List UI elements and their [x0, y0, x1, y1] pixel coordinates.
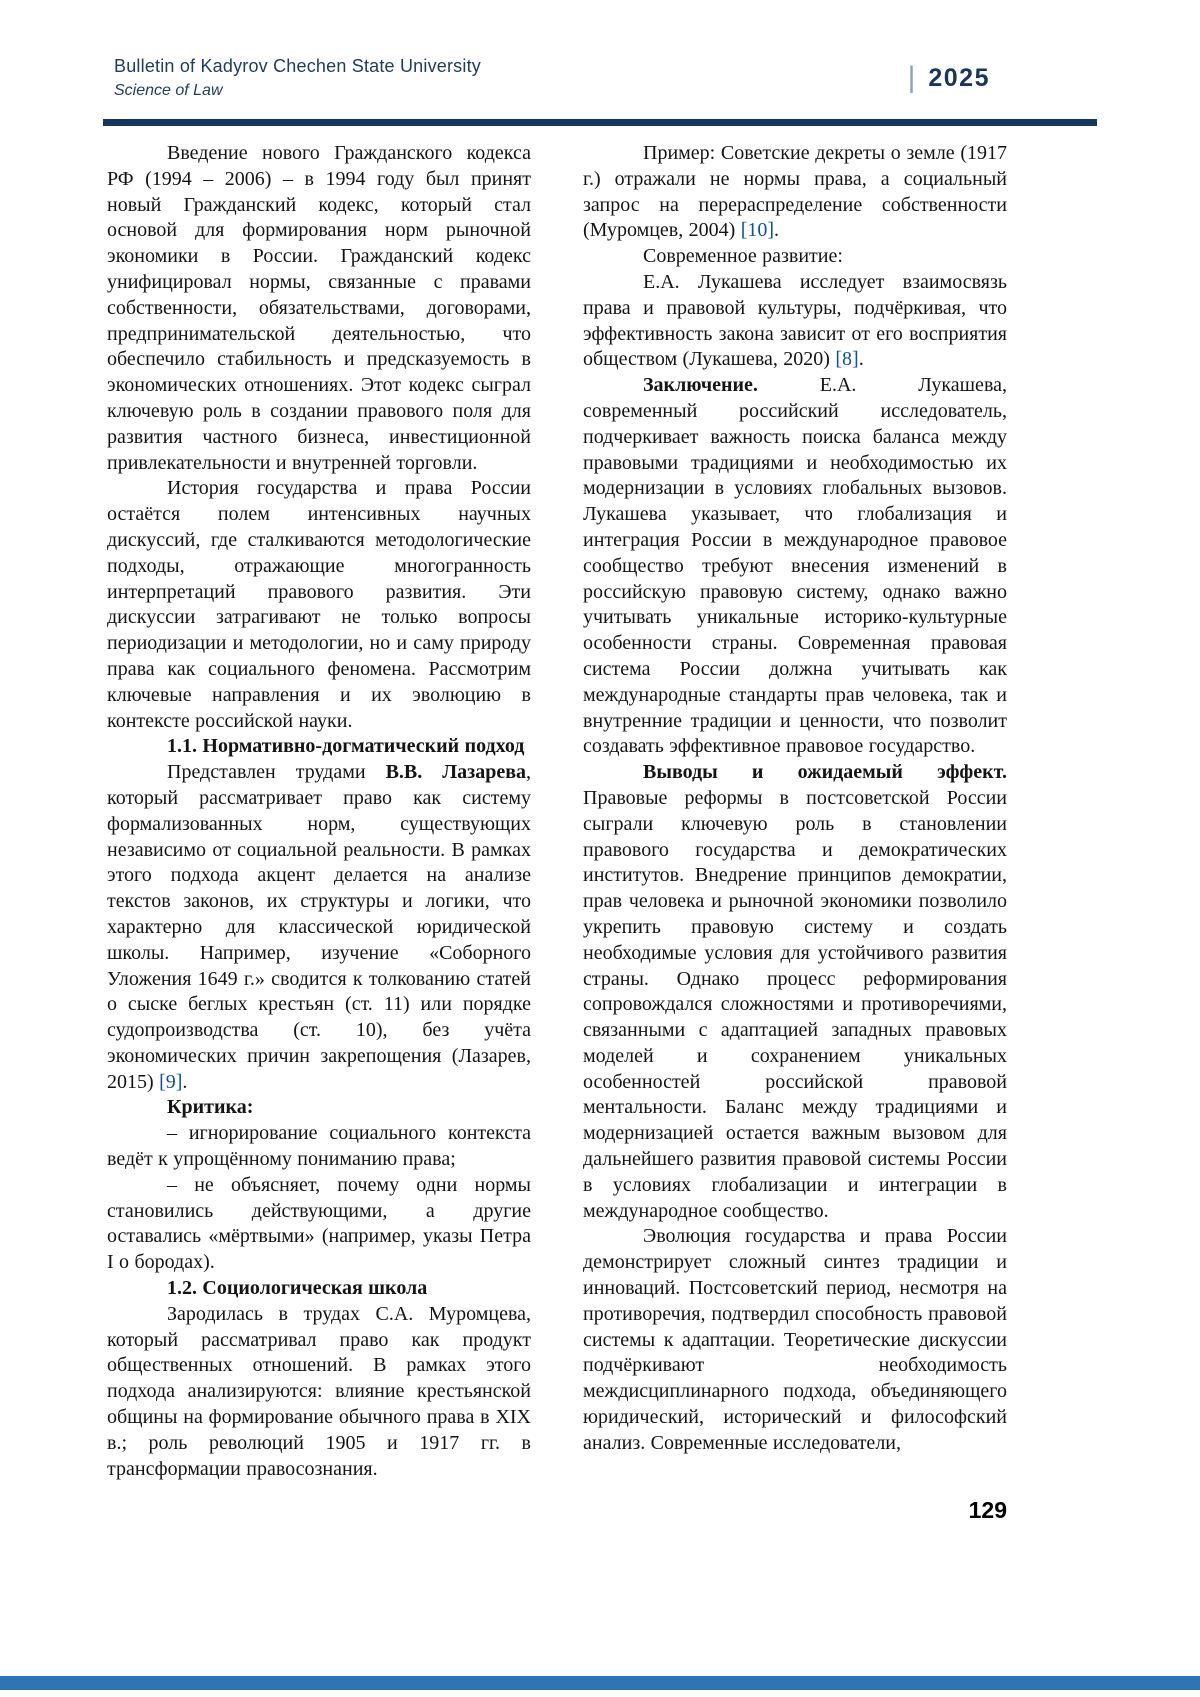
header-rule: [103, 119, 1097, 126]
citation-link[interactable]: [8]: [835, 348, 859, 371]
journal-year: 2025: [928, 63, 990, 92]
left-column: [107, 141, 537, 1482]
text-run: Зародилась в трудах С.А. Муромцева, который рассматривал право как продукт общественных отношений. В рамках этого подхода анализируются: влияние крестьянской общины на формирование обычного права в XIX в.; роль революций 1905 и 1917 гг. в трансформации правосознания.: [107, 1302, 537, 1480]
heading-text: Критика:: [167, 1096, 254, 1119]
paragraph: [583, 141, 1013, 244]
paragraph: [583, 244, 1007, 270]
text-run: Введение нового Гражданского кодекса РФ (1994 – 2006) – в 1994 году был принят новый Гражданский кодекс, который стал основой для формирования норм рыночной экономики в России. Гражданский кодекс унифицировал нормы, связанные с правами собственности, обязательствами, договорами, предпринимательской деятельностью, что обеспечило стабильность и предсказуемость в экономических отношениях. Этот кодекс сыграл ключевую роль в создании правового поля для развития частного бизнеса, инвестиционной привлекательности и внутренней торговли.: [107, 142, 537, 474]
text-run: Современное развитие:: [643, 245, 843, 268]
header-year-block: [908, 63, 990, 93]
text-run: Е.А. Лукашева, современный российский исследователь, подчеркивает важность поиска баланса между правовыми традициями и необходимостью их модернизации в условиях глобальных вызовов. Лукашева указывает, что глобализация и интеграция России в международное правовое сообщество требуют внесения изменений в российскую правовую систему, однако важно учитывать уникальные историко-культурные особенности страны. Современная правовая система России должна учитывать как международные стандарты прав человека, так и внутренние традиции и ценности, что позволит создавать эффективное правовое государство.: [583, 374, 1013, 758]
year-divider: |: [907, 61, 916, 94]
text-run: Правовые реформы в постсоветской России сыграли ключевую роль в становлении правового государства и демократических институтов. Внедрение принципов демократии, прав человека и рыночной экономики позволило укрепить правовую систему и создать необходимые условия для устойчивого развития страны. Однако процесс реформирования сопровождался сложностями и противоречиями, связанными с адаптацией западных правовых моделей и сохранением уникальных особенностей российской правовой ментальности. Баланс между традициями и модернизацией остается важным вызовом для дальнейшего развития правовой системы России в условиях глобализации и интеграции в международное сообщество.: [583, 761, 1013, 1222]
text-run: История государства и права России остаётся полем интенсивных научных дискуссий, где сталкиваются методологические подходы, отражающие многогранность интерпретаций правового развития. Эти дискуссии затрагивают не только вопросы периодизации и методологии, но и саму природу права как социального феномена. Рассмотрим ключевые направления и их эволюцию в контексте российской науки.: [107, 477, 537, 732]
text-run: – не объясняет, почему одни нормы становились действующими, а другие оставались «мёртвыми» (например, указы Петра I о бородах).: [107, 1173, 537, 1274]
citation-link[interactable]: [9]: [159, 1070, 183, 1093]
footer-bar: [0, 1676, 1200, 1690]
text-run: .: [774, 219, 780, 242]
section-heading: [107, 1095, 531, 1121]
page-number: 129: [968, 1497, 1007, 1523]
paragraph: [107, 760, 537, 1095]
citation-link[interactable]: [10]: [740, 219, 775, 242]
inline-heading: Выводы и ожидаемый эффект.: [643, 761, 1007, 784]
journal-title: Bulletin of Kadyrov Chechen State University: [114, 56, 481, 76]
text-run: Эволюция государства и права России демонстрирует сложный синтез традиции и инноваций. Постсоветский период, несмотря на противоречия, подтвердил способность правовой системы к адаптации. Теоретические дискуссии подчёркивают необходимость междисциплинарного подхода, объединяющего юридический, исторический и философский анализ. Современные исследователи,: [583, 1225, 1013, 1454]
author-name-bold: В.В. Лазарева: [385, 761, 526, 784]
paragraph: [107, 476, 537, 734]
section-heading: [107, 1276, 531, 1302]
journal-title-block: [114, 56, 481, 100]
text-run: Пример: Советские декреты о земле (1917 г.) отражали не нормы права, а социальный запрос на перераспределение собственности (Муромцев, 2004): [583, 142, 1013, 242]
list-item: [107, 1173, 537, 1276]
journal-subtitle: Science of Law: [114, 82, 223, 99]
heading-text: 1.1. Нормативно-догматический подход: [167, 735, 525, 758]
text-run: – игнорирование социального контекста ведёт к упрощённому пониманию права;: [107, 1122, 537, 1171]
article-body: [107, 141, 1013, 1482]
text-run: Е.А. Лукашева исследует взаимосвязь права и правовой культуры, подчёркивая, что эффективность закона зависит от его восприятия обществом (Лукашева, 2020): [583, 270, 1013, 371]
right-column: [583, 141, 1013, 1482]
section-heading: [107, 734, 531, 760]
paragraph: [583, 373, 1013, 760]
paragraph: [583, 270, 1013, 373]
text-run: .: [182, 1070, 188, 1093]
list-item: [107, 1121, 537, 1173]
text-run: , который рассматривает право как систему формализованных норм, существующих независимо от социальной реальности. В рамках этого подхода акцент делается на анализе текстов законов, их структуры и логики, что характерно для классической юридической школы. Например, изучение «Соборного Уложения 1649 г.» сводится к толкованию статей о сыске беглых крестьян (ст. 11) или порядке судопроизводства (ст. 10), без учёта экономических причин закрепощения (Лазарев, 2015): [107, 761, 537, 1093]
journal-header: [114, 56, 990, 100]
heading-text: 1.2. Социологическая школа: [167, 1277, 428, 1300]
paragraph: [583, 1224, 1013, 1456]
text-run: .: [858, 348, 864, 371]
paragraph: [107, 1302, 537, 1483]
inline-heading: Заключение.: [643, 374, 758, 397]
text-run: Представлен трудами: [167, 761, 386, 784]
paragraph: [583, 760, 1013, 1224]
paragraph: [107, 141, 537, 476]
